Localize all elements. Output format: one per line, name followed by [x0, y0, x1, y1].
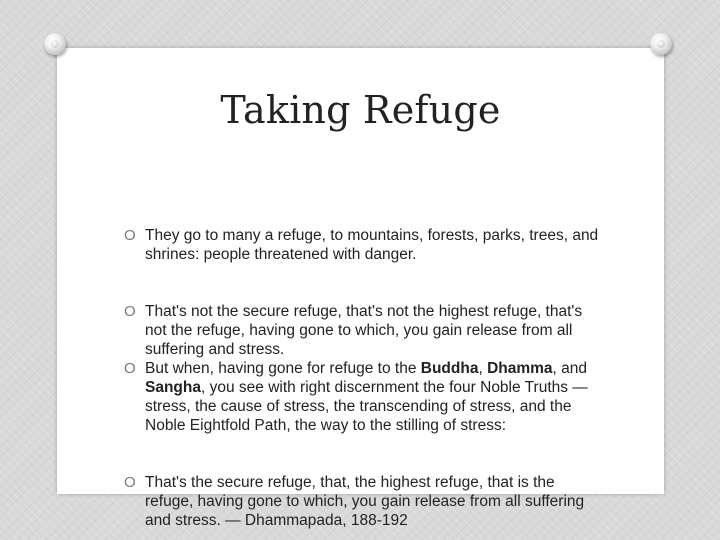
bullet-text: That's the secure refuge, that, the highest refuge, that is the refuge, having gone to which, you gain release from all suffering and stress. — Dhammapada, 188-192 — [145, 474, 585, 529]
bullet-text-segment: But when, having gone for refuge to the — [145, 360, 421, 377]
bullet-item — [124, 473, 604, 530]
bullet-text: That's not the secure refuge, that's not the highest refuge, that's not the refuge, having gone to which, you gain release from all suffering and stress. — [145, 303, 583, 358]
term-buddha: Buddha — [420, 360, 479, 377]
bullet-text: They go to many a refuge, to mountains, forests, parks, trees, and shrines: people threatened with danger. — [145, 227, 599, 263]
slide-title: Taking Refuge — [220, 88, 501, 132]
bullet-item — [124, 226, 604, 302]
pushpin-icon — [650, 33, 672, 55]
bullet-marker-icon: O — [124, 303, 136, 320]
bullet-text-segment: , you see with right discernment the four Noble Truths — stress, the cause of stress, the transcending of stress, and the Noble Eightfold Path, the way to the stilling of stress: — [145, 379, 588, 434]
bullet-list — [124, 226, 604, 530]
bullet-text-segment: , — [478, 360, 488, 377]
term-sangha: Sangha — [145, 379, 201, 396]
bullet-text-segment: , and — [552, 360, 588, 377]
bullet-text — [145, 360, 588, 434]
pushpin-icon — [44, 33, 66, 55]
bullet-item — [124, 302, 604, 359]
bullet-item — [124, 359, 604, 473]
bullet-marker-icon: O — [124, 360, 136, 377]
bullet-marker-icon: O — [124, 474, 136, 491]
bullet-marker-icon: O — [124, 227, 136, 244]
term-dhamma: Dhamma — [487, 360, 553, 377]
